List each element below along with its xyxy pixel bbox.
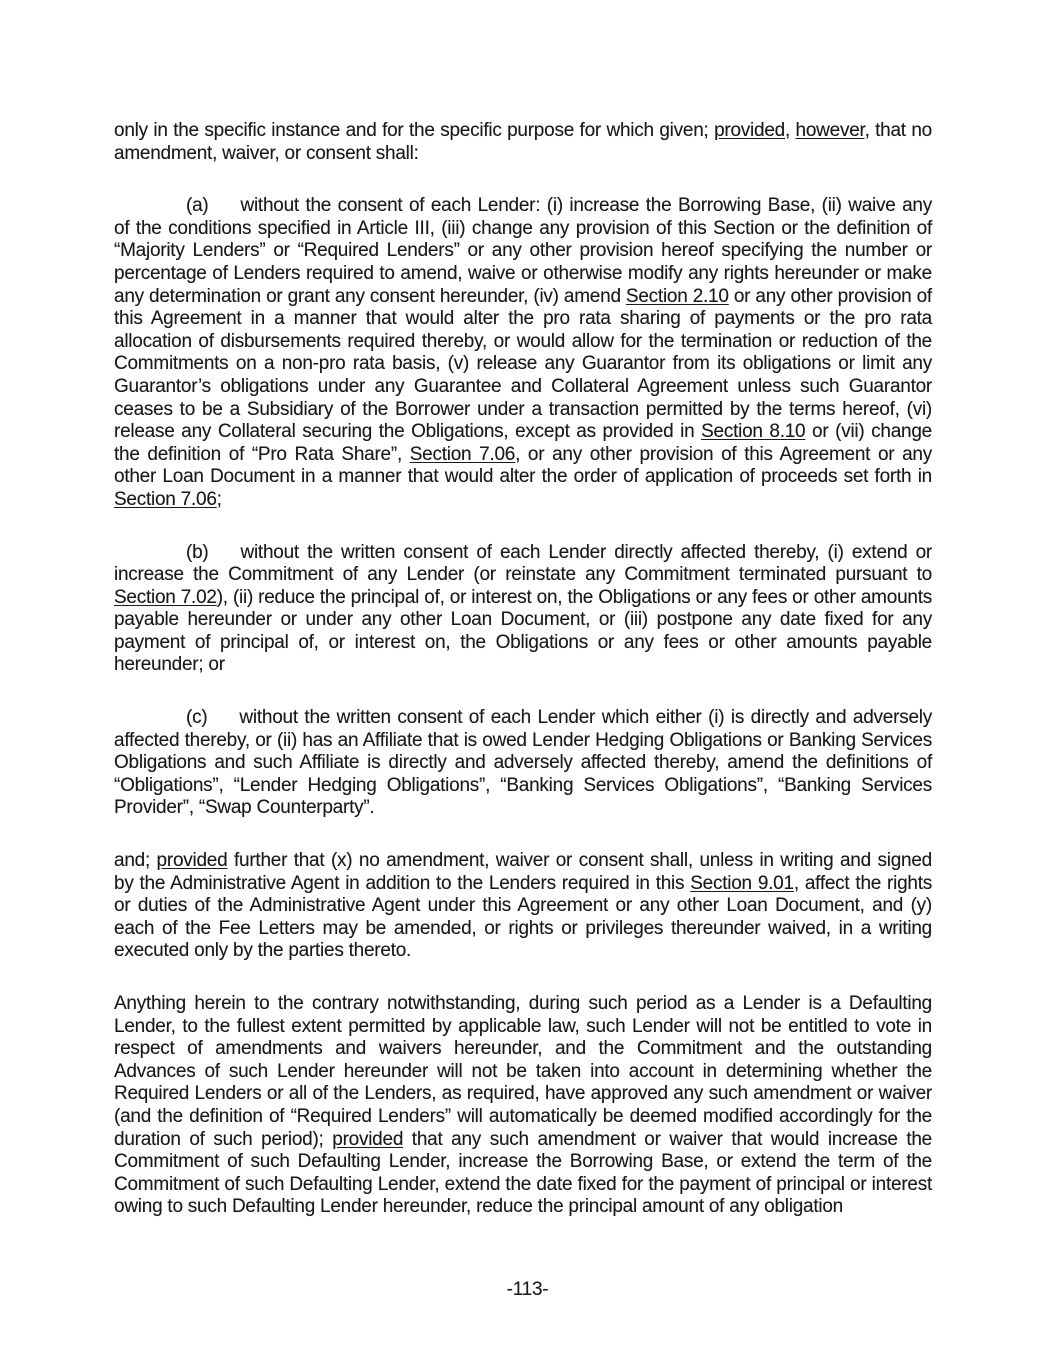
underlined-text: Section 7.06 xyxy=(114,488,217,510)
text-segment: or (vii) change the definition of “Pro Rata Share”, xyxy=(114,421,932,465)
text-segment: further that (x) no amendment, waiver or consent shall, unless in writing and signed by the Administrative Agent in addition to the Lenders required in this xyxy=(114,850,932,894)
text-segment: , or any other provision of this Agreement or any other Loan Document in a manner that would alter the order of application of proceeds set forth in xyxy=(114,443,932,488)
underlined-text: Section 7.02 xyxy=(114,586,217,608)
paragraph-clause-c xyxy=(114,707,932,820)
paragraph-clause-a xyxy=(114,195,932,511)
text-segment: ), (ii) reduce the principal of, or interest on, the Obligations or any fees or other amounts payable hereunder or under any other Loan Document, or (iii) postpone any date fixed for any payment of principal of, or interest on, the Obligations or any fees or other amounts payable hereunder; or xyxy=(114,586,932,676)
clause-label: (c) xyxy=(186,707,208,729)
page-number: -113- xyxy=(506,1279,549,1300)
paragraph-clause-b xyxy=(114,542,932,678)
paragraph-proviso xyxy=(114,850,932,963)
paragraph-defaulting-lender xyxy=(114,993,932,1219)
clause-label: (b) xyxy=(186,541,209,563)
text-segment: that any such amendment or waiver that would increase the Commitment of such Defaulting Lender, increase the Borrowing Base, or extend the term of the Commitment of such Defaulting Lender, extend the date fixed for the payment of principal or interest owing to such Defaulting Lender hereunder, reduce the principal amount of any obligation xyxy=(114,1128,932,1218)
text-segment: without the consent of each Lender: (i) increase the Borrowing Base, (ii) waive any of the conditions specified in Article III, (iii) change any provision of this Section or the definition of “Majority Lenders” or “Required Lenders” or any other provision hereof specifying the number or percentage of Lenders required to amend, waive or otherwise modify any rights hereunder or make any determination or grant any consent hereunder, (iv) amend xyxy=(114,195,932,307)
text-segment: without the written consent of each Lender which either (i) is directly and adversely affected thereby, or (ii) has an Affiliate that is owed Lender Hedging Obligations or Banking Services Obligations and such Affiliate is directly and adversely affected thereby, amend the definitions of “Obligations”, “Lender Hedging Obligations”, “Banking Services Obligations”, “Banking Services Provider”, “Swap Counterparty”. xyxy=(114,707,932,819)
underlined-text: Section 2.10 xyxy=(625,285,729,307)
text-segment: Anything herein to the contrary notwithstanding, during such period as a Lender is a Defaulting Lender, to the fullest extent permitted by applicable law, such Lender will not be entitled to vote in respect of amendments and waivers hereunder, and the Commitment and the outstanding Advances of such Lender hereunder will not be taken into account in determining whether the Required Lenders or all of the Lenders, as required, have approved any such amendment or waiver (and the definition of “Required Lenders” will automatically be deemed modified accordingly for the duration of such period); xyxy=(114,993,932,1150)
paragraph-intro xyxy=(114,120,932,165)
underlined-text: Section 9.01 xyxy=(690,872,794,894)
underlined-text: however xyxy=(795,120,865,141)
underlined-text: Section 7.06 xyxy=(409,443,516,465)
document-body xyxy=(114,120,932,1219)
text-segment: , affect the rights or duties of the Administrative Agent under this Agreement or any other Loan Document, and (y) each of the Fee Letters may be amended, or rights or privileges thereunder waived, in a writing executed only by the parties thereto. xyxy=(114,872,932,962)
underlined-text: provided xyxy=(714,120,785,141)
text-segment: only in the specific instance and for the specific purpose for which given; xyxy=(114,120,715,141)
underlined-text: provided xyxy=(156,850,228,872)
clause-label: (a) xyxy=(186,195,209,217)
text-segment: and; xyxy=(114,850,157,872)
text-segment: , that no amendment, waiver, or consent shall: xyxy=(114,120,932,164)
text-segment: ; xyxy=(216,488,222,510)
text-segment: , xyxy=(784,120,796,141)
text-segment: without the written consent of each Lender directly affected thereby, (i) extend or increase the Commitment of any Lender (or reinstate any Commitment terminated pursuant to xyxy=(114,541,932,586)
underlined-text: Section 8.10 xyxy=(701,421,806,443)
text-segment: or any other provision of this Agreement in a manner that would alter the pro rata sharing of payments or the pro rata allocation of disbursements required thereby, or would allow for the termination or reduction of the Commitments on a non-pro rata basis, (v) release any Guarantor from its obligations or limit any Guarantor’s obligations under any Guarantee and Collateral Agreement unless such Guarantor ceases to be a Subsidiary of the Borrower under a transaction permitted by the terms hereof, (vi) release any Collateral securing the Obligations, except as provided in xyxy=(114,285,932,443)
underlined-text: provided xyxy=(332,1128,404,1150)
